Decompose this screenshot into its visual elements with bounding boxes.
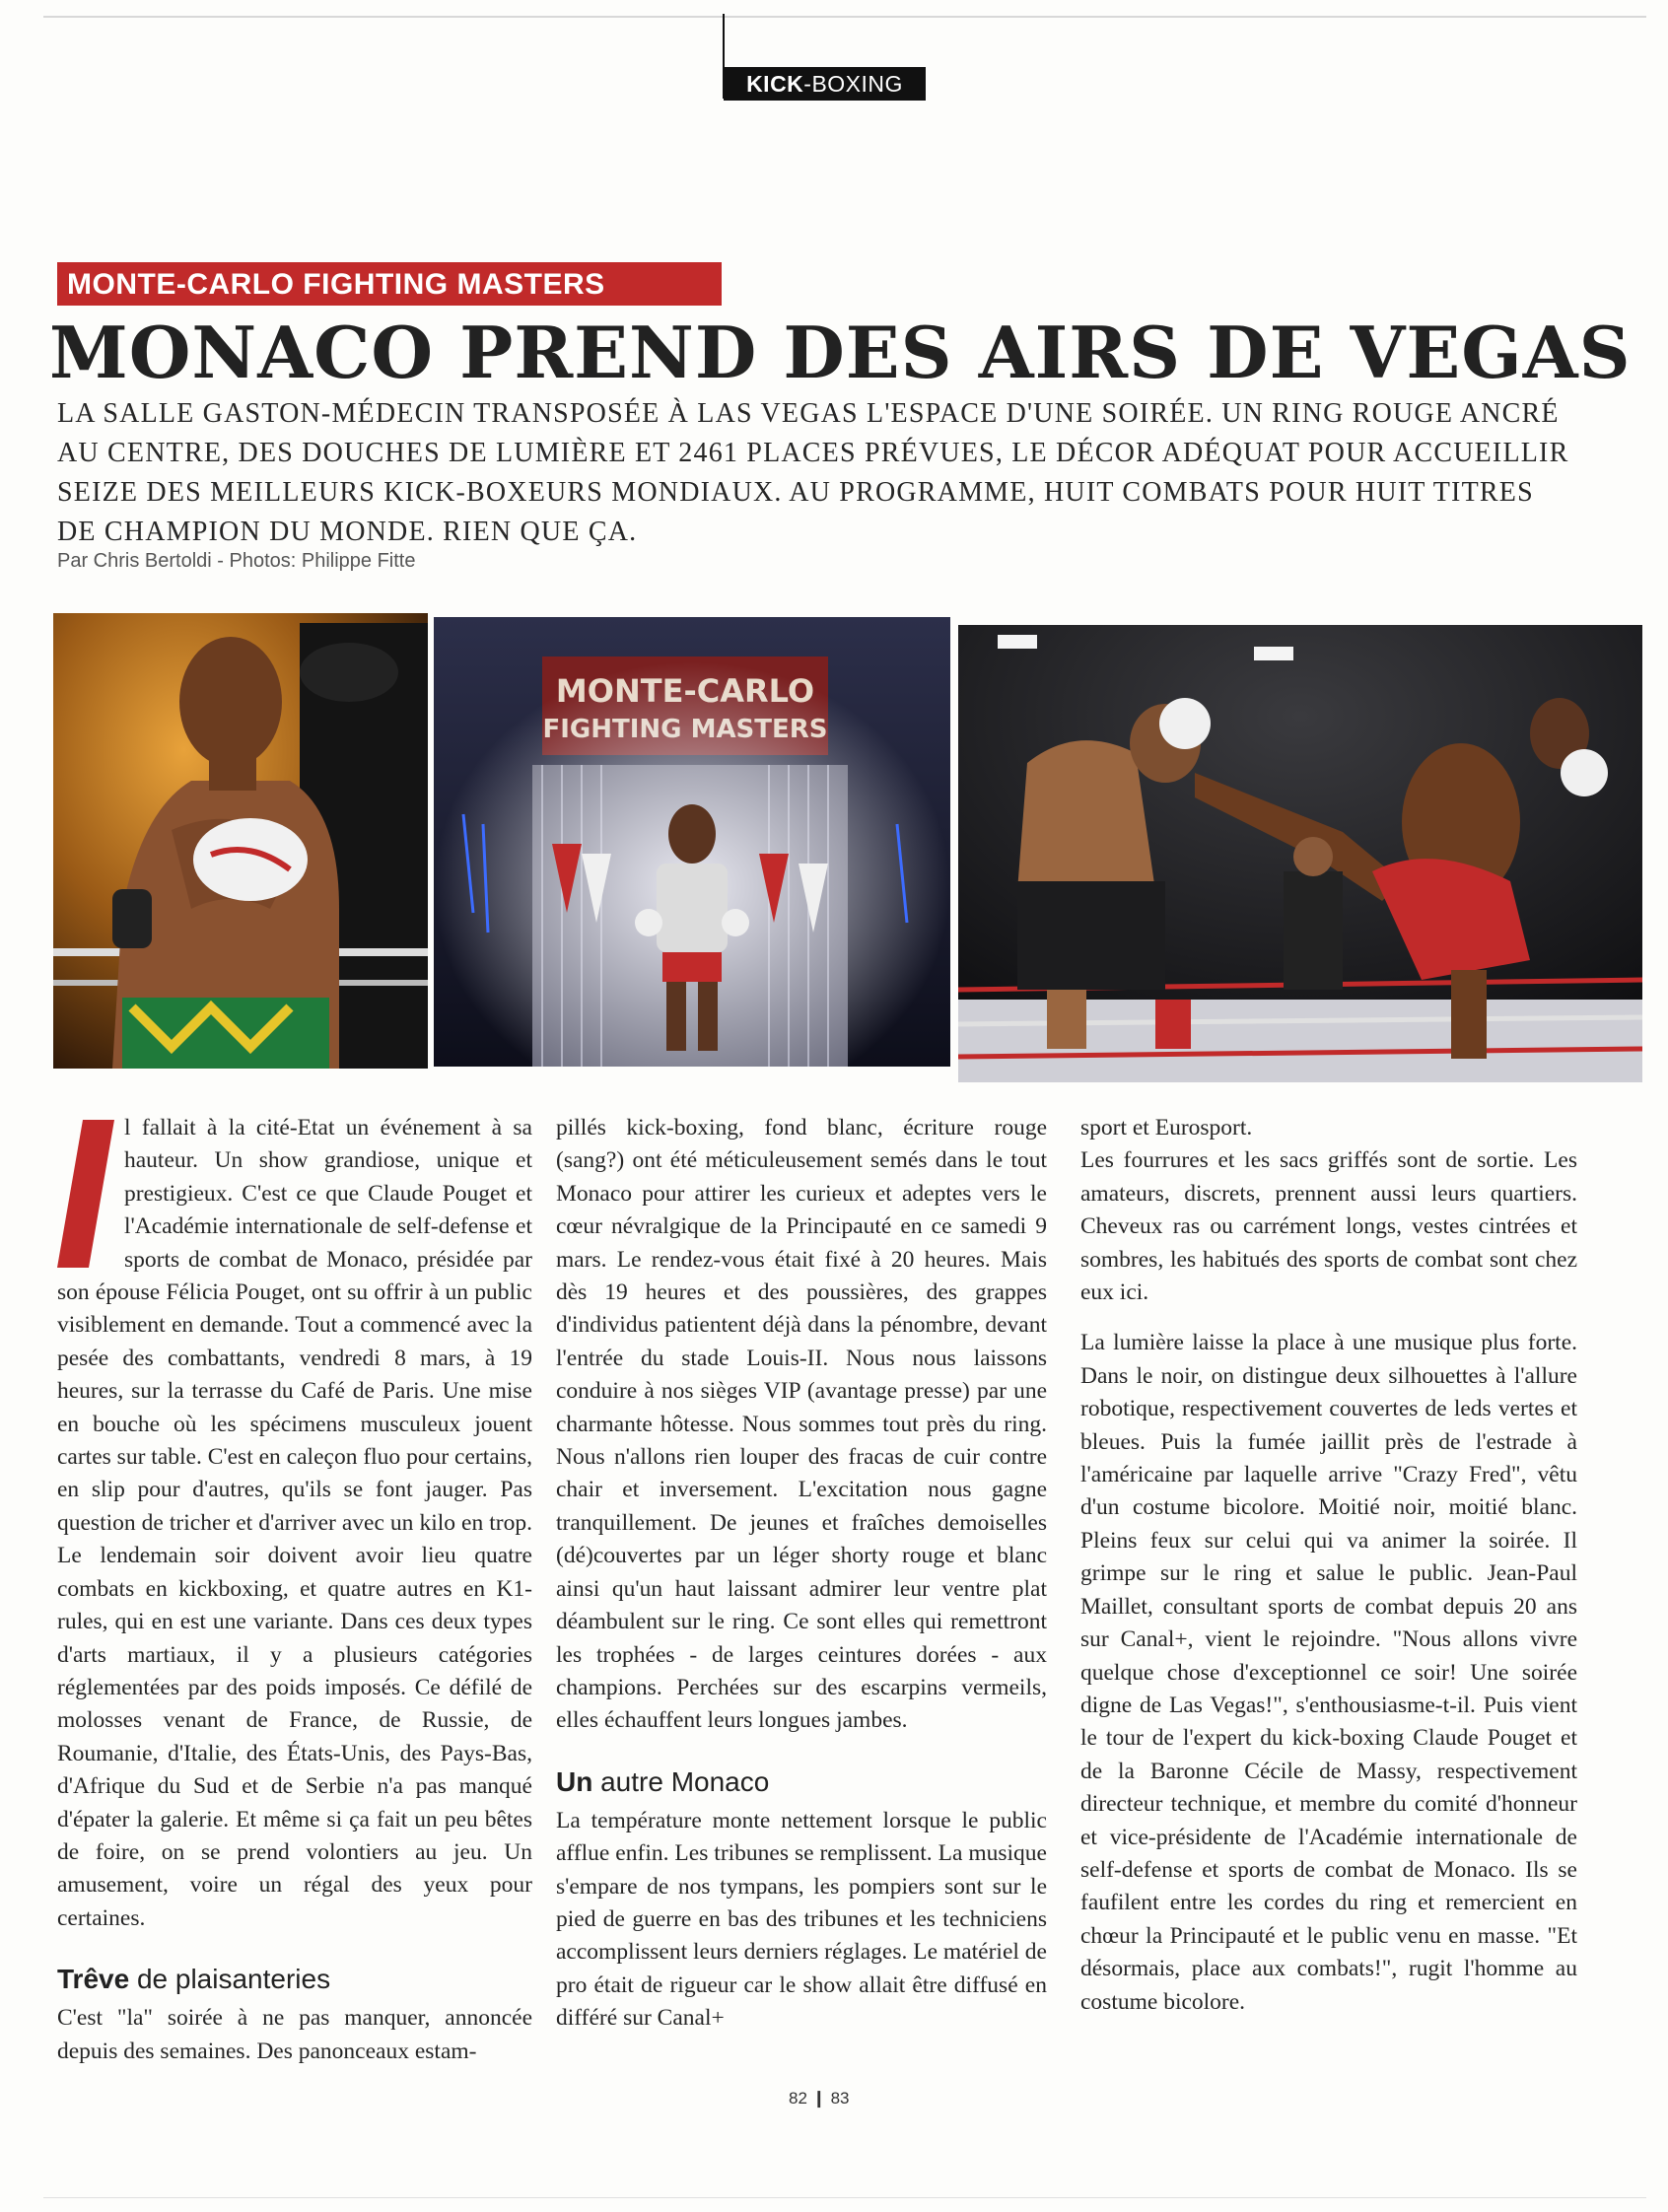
section-tag (724, 67, 926, 101)
col2-paragraph-1: pillés kick-boxing, fond blanc, écriture rouge (sang?) ont été méticuleusement semés dans le tout Monaco pour attirer les curieux et adeptes vers le cœur névralgique de la Principauté en ce samedi 9 mars. Le rendez-vous était fixé à 20 heures. Mais dès 19 heures et des poussières, des grappes d'individus patientent déjà dans la pénombre, devant l'entrée du stade Louis-II. Nous nous laissons conduire à nos sièges VIP (avantage presse) par une charmante hôtesse. Nous sommes tout près du ring. Nous n'allons rien louper des fracas de cuir contre chair et inversement. L'excitation nous gagne tranquillement. De jeunes et fraîches demoiselles (dé)couvertes par un léger shorty rouge et blanc ainsi qu'un haut laissant admirer leur ventre plat déambulent sur le ring. Ce sont elles qui remettront les trophées - de larges ceintures dorées - aux champions. Perchées sur des escarpins vermeils, elles échauffent leurs longues jambes. (556, 1115, 1047, 1734)
col1-paragraph-2: C'est "la" soirée à ne pas manquer, annoncée depuis des semaines. Des panonceaux estam- (57, 2005, 532, 2064)
subhead-treve (57, 1963, 532, 1996)
subhead-autre-monaco-rest: autre Monaco (592, 1765, 770, 1797)
bottom-rule (43, 2197, 1646, 2198)
article-kicker: MONTE-CARLO FIGHTING MASTERS (57, 262, 722, 306)
article-column-3 (1080, 1112, 1577, 2019)
section-tag-bold: KICK (746, 71, 804, 97)
col3-paragraph-2: Les fourrures et les sacs griffés sont de sortie. Les amateurs, discrets, prennent aussi leurs quartiers. Cheveux ras ou carrément longs, vestes cintrées et sombres, les habitués des sports de combat sont chez eux ici. (1080, 1147, 1577, 1306)
subhead-treve-rest: de plaisanteries (129, 1964, 331, 1995)
section-tag-rest: -BOXING (803, 71, 903, 97)
photo-ring-entrance (434, 617, 950, 1067)
col2-paragraph-2: La température monte nettement lorsque le public afflue enfin. Les tribunes se remplissent. La musique s'empare de nos tympans, les pompiers sont sur le pied de guerre en bas des tribunes et les techniciens accomplissent leurs derniers réglages. Le matériel de pro était de rigueur car le show allait être diffusé en différé sur Canal+ (556, 1807, 1047, 2032)
top-rule (43, 16, 1646, 18)
col3-paragraph-3: La lumière laisse la place à une musique plus forte. Dans le noir, on distingue deux silhouettes à l'allure robotique, respectivement couvertes de leds vertes et bleues. Puis la fumée jaillit près de l'estrade à l'américaine par laquelle arrive "Crazy Fred", vêtu d'un costume bicolore. Moitié noir, moitié blanc. Pleins feux sur celui qui va animer la soirée. Il grimpe sur le ring et salue le public. Jean-Paul Maillet, consultant sports de combat depuis 20 ans sur Canal+, vient le rejoindre. "Nous allons vivre quelque chose d'exceptionnel ce soir! Une soirée digne de Las Vegas!", s'enthousiasme-t-il. Puis vient le tour de l'expert du kick-boxing Claude Pouget et de la Baronne Cécile de Massy, respectivement directeur technique, et membre du comité d'honneur et vice-présidente de l'Académie internationale de self-defense et sports de combat de Monaco. Ils se faufilent entre les cordes du ring et remercient en chœur la Principauté et le public venu en masse. "Et désormais, place aux combats!", rugit l'homme au costume bicolore. (1080, 1330, 1577, 2015)
article-standfirst: LA SALLE GASTON-MÉDECIN TRANSPOSÉE À LAS VEGAS L'ESPACE D'UNE SOIRÉE. UN RING ROUGE ANCRÉ AU CENTRE, DES DOUCHES DE LUMIÈRE ET 2461 PLACES PRÉVUES, LE DÉCOR ADÉQUAT POUR ACCUEILLIR SEIZE DES MEILLEURS KICK-BOXEURS MONDIAUX. AU PROGRAMME, HUIT COMBATS POUR HUIT TITRES DE CHAMPION DU MONDE. RIEN QUE ÇA. (57, 398, 1569, 547)
photo-fight-action (958, 625, 1642, 1082)
col1-paragraph-1: l fallait à la cité-Etat un événement à sa hauteur. Un show grandiose, unique et prestigieux. C'est ce que Claude Pouget et l'Académie internationale de self-defense et sports de combat de Monaco, présidée par son épouse Félicia Pouget, ont su offrir à un public visiblement en demande. Tout a commencé avec la pesée des combattants, vendredi 8 mars, à 19 heures, sur la terrasse du Café de Paris. Une mise en bouche où les spécimens musculeux jouent cartes sur table. C'est en caleçon fluo pour certains, en slip pour d'autres, qu'ils se font jauger. Pas question de tricher et d'arriver avec un kilo en trop. Le lendemain soir doivent avoir lieu quatre combats en kickboxing, et quatre autres en K1-rules, qui en est une variante. Dans ces deux types d'arts martiaux, il y a plusieurs catégories réglementées par des poids imposés. Ce défilé de molosses venant de France, de Russie, de Roumanie, d'Italie, des États-Unis, des Pays-Bas, d'Afrique du Sud et de Serbie n'a pas manqué d'épater la galerie. Et même si ça fait un peu bêtes de foire, on se prend volontiers au jeu. Un amusement, voire un régal des yeux pour certaines. (57, 1115, 532, 1931)
article-column-1 (57, 1112, 532, 2068)
paragraph-gap (1080, 1309, 1577, 1327)
subhead-autre-monaco-bold: Un (556, 1765, 593, 1797)
dropcap-i (57, 1120, 114, 1268)
page-numbers: 82 ❙ 83 (789, 2089, 850, 2108)
article-headline: MONACO PREND DES AIRS DE VEGAS (49, 311, 1632, 394)
subhead-autre-monaco (556, 1765, 1047, 1799)
col3-paragraph-1: sport et Eurosport. (1080, 1115, 1253, 1141)
article-byline: Par Chris Bertoldi - Photos: Philippe Fitte (57, 550, 416, 572)
article-column-2 (556, 1112, 1047, 2036)
photo-fighter-portrait (53, 613, 428, 1069)
subhead-treve-bold: Trêve (57, 1964, 130, 1995)
